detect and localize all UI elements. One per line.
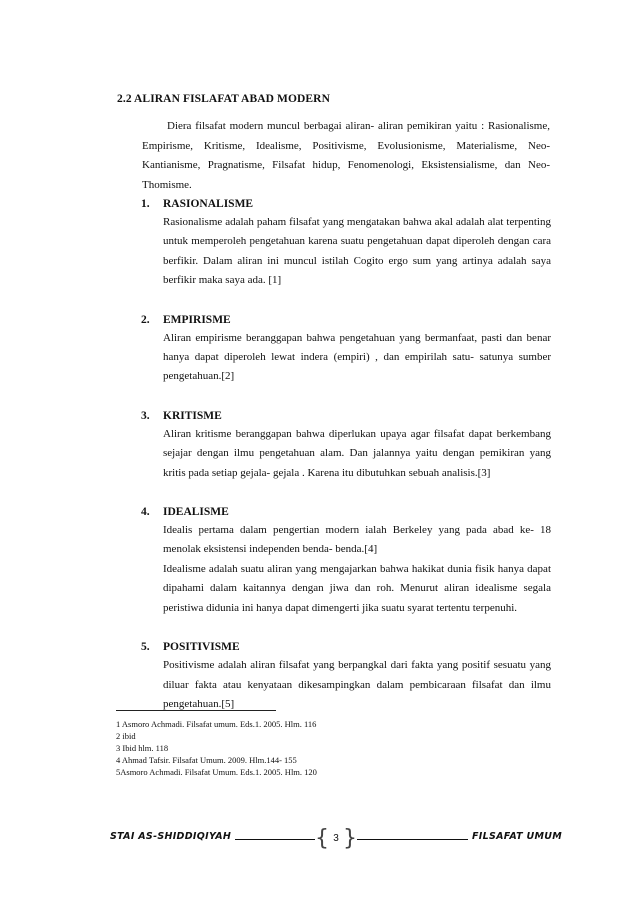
footnote-list [116, 718, 317, 778]
section-number: 2. [141, 313, 150, 326]
section-title-text: POSITIVISME [163, 641, 240, 654]
section-paragraph: Idealisme adalah suatu aliran yang mengajarkan bahwa hakikat dunia fisik hanya dapat dipahami dalam kaitannya dengan jiwa dan roh. Menurut aliran idealisme segala peristiwa didunia ini hanya dapat dimengerti jika suatu syarat tertentu terpenuhi. [163, 562, 551, 614]
footnote: 5Asmoro Achmadi. Filsafat Umum. Eds.1. 2005. Hlm. 120 [116, 767, 317, 777]
left-brace-icon: { [315, 826, 329, 851]
section-heading: 2.2 ALIRAN FISLAFAT ABAD MODERN [117, 93, 330, 105]
section-title-text: KRITISME [163, 409, 222, 422]
page-number: 3 [333, 833, 339, 844]
section-title [141, 407, 551, 425]
section-title [141, 311, 551, 329]
right-brace-icon: } [343, 826, 357, 851]
section-number: 3. [141, 409, 150, 422]
footnote: 4 Ahmad Tafsir. Filsafat Umum. 2009. Hlm.144- 155 [116, 755, 297, 765]
section-title [141, 638, 551, 656]
footer-institution: STAI AS-SHIDDIQIYAH [110, 831, 235, 842]
section-item [141, 195, 551, 291]
footnote: 2 ibid [116, 731, 136, 741]
footer-course: FILSAFAT UMUM [468, 831, 562, 842]
section-body [163, 213, 551, 291]
footnote: 3 Ibid hlm. 118 [116, 743, 169, 753]
page-footer [110, 826, 562, 854]
section-item [141, 311, 551, 387]
section-item [141, 503, 551, 618]
section-number: 5. [141, 641, 150, 654]
section-body [163, 521, 551, 618]
section-body [163, 425, 551, 483]
section-title-text: IDEALISME [163, 506, 229, 519]
section-number: 1. [141, 198, 150, 210]
section-paragraph: Idealis pertama dalam pengertian modern ialah Berkeley yang pada abad ke- 18 menolak eksistensi independen benda- benda.[4] [163, 524, 551, 556]
section-item [141, 638, 551, 714]
section-body [163, 329, 551, 387]
section-title [141, 503, 551, 521]
section-title-text: EMPIRISME [163, 313, 231, 326]
section-number: 4. [141, 506, 150, 519]
section-title-text: RASIONALISME [163, 198, 254, 210]
section-list [141, 195, 551, 714]
section-paragraph: Aliran kritisme beranggapan bahwa diperlukan upaya agar filsafat dapat berkembang sejajar dengan ilmu pengetahuan alam. Dan jalannya yaitu dengan pemikiran yang kritis pada setiap gejala- gejala . Karena itu dibutuhkan sebuah analisis.[3] [163, 427, 551, 479]
page-number-box [315, 827, 357, 851]
footnote: 1 Asmoro Achmadi. Filsafat umum. Eds.1. 2005. Hlm. 116 [116, 719, 317, 729]
section-body [163, 656, 551, 714]
section-title [141, 195, 551, 213]
footnote-separator [116, 710, 276, 711]
section-paragraph: Rasionalisme adalah paham filsafat yang mengatakan bahwa akal adalah alat terpenting untuk memperoleh pengetahuan karena suatu pengetahuan dapat diperoleh dengan cara berfikir. Dalam aliran ini muncul istilah Cogito ergo sum yang artinya adalah saya berfikir maka saya ada. [1] [163, 216, 551, 287]
intro-paragraph: Diera filsafat modern muncul berbagai aliran- aliran pemikiran yaitu : Rasionalisme, Empirisme, Kritisme, Idealisme, Positivisme, Evolusionisme, Materialisme, Neo- Kantianisme, Pragnatisme, Filsafat hidup, Fenomenologi, Eksistensialisme, dan Neo- Thomisme. [142, 120, 550, 191]
section-item [141, 407, 551, 483]
section-paragraph: Aliran empirisme beranggapan bahwa pengetahuan yang bermanfaat, pasti dan benar hanya dapat diperoleh lewat indera (empiri) , dan empirilah satu- satunya sumber pengetahuan.[2] [163, 331, 551, 383]
section-paragraph: Positivisme adalah aliran filsafat yang berpangkal dari fakta yang positif sesuatu yang diluar fakta atau kenyataan dikesampingkan dalam pembicaraan filsafat dan ilmu pengetahuan.[5] [163, 659, 551, 710]
